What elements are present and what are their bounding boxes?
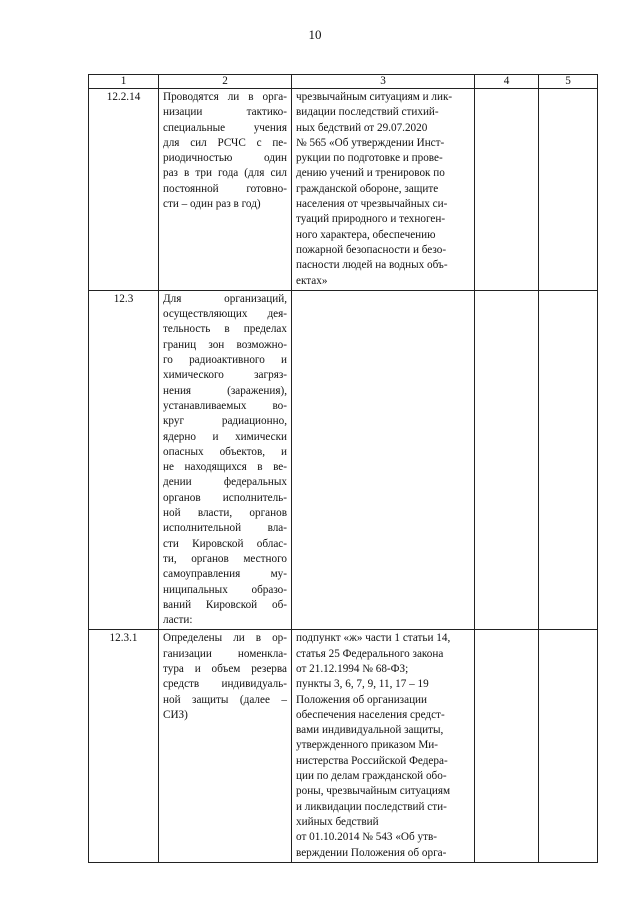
reference-line: населения от чрезвычайных си- [296,198,448,211]
column-header-1: 1 [89,75,159,89]
column-5-cell [539,630,598,862]
item-number: 12.3.1 [89,630,159,862]
reference-line: верждении Положения об орга- [296,846,447,859]
question-line: химического загряз- [163,369,287,382]
column-4-cell [475,89,539,291]
reference-line: роны, чрезвычайным ситуациям [296,785,451,798]
reference-line: видации последствий стихий- [296,106,439,119]
legal-reference [292,290,475,630]
question-line: го радиоактивного и [163,354,287,367]
question-line: ти, органов местного [163,552,287,565]
table-row [89,630,598,862]
question-line: опасных объектов, и [163,445,287,458]
legal-reference [292,630,475,862]
question-line: риодичностью один [163,152,287,165]
item-number: 12.2.14 [89,89,159,291]
legal-reference [292,89,475,291]
question-line: средств индивидуаль- [163,678,287,691]
question-line: постоянной готовно- [163,182,287,195]
table-body [89,89,598,863]
column-header-5: 5 [539,75,598,89]
reference-line: вами индивидуальной защиты, [296,724,444,737]
question-line: низации тактико- [163,106,287,119]
reference-line: подпункт «ж» части 1 статьи 14, [296,632,451,645]
question-line: СИЗ) [163,708,188,721]
question-line: органов исполнитель- [163,491,287,504]
requirement-question [159,630,292,862]
column-5-cell [539,290,598,630]
column-header-2: 2 [159,75,292,89]
reference-line: рукции по подготовке и прове- [296,152,443,165]
question-line: дении федеральных [163,476,287,489]
reference-line: туаций природного и техноген- [296,213,446,226]
column-4-cell [475,630,539,862]
reference-line: пасности людей на водных объ- [296,259,448,272]
question-line: ной власти, органов [163,507,287,520]
reference-line: гражданской обороне, защите [296,182,439,195]
question-line: сти – один раз в год) [163,198,261,211]
question-line: для сил РСЧС с пе- [163,136,287,149]
reference-line: статья 25 Федерального закона [296,647,444,660]
question-line: границ зон возможно- [163,338,287,351]
question-line: раз в три года (для сил [163,167,287,180]
item-number: 12.3 [89,290,159,630]
reference-line: и ликвидации последствий сти- [296,800,447,813]
question-line: тура и объем резерва [163,662,287,675]
requirement-question [159,290,292,630]
question-line: устанавливаемых во- [163,399,287,412]
table-row [89,290,598,630]
question-line: ниципальных образо- [163,583,287,596]
reference-line: Положения об организации [296,693,428,706]
question-line: самоуправления му- [163,568,287,581]
reference-line: ных бедствий от 29.07.2020 [296,121,428,134]
reference-line: ции по делам гражданской обо- [296,770,447,783]
question-line: Для организаций, [163,292,287,305]
reference-line: пожарной безопасности и безо- [296,243,447,256]
requirement-question [159,89,292,291]
question-line: Проводятся ли в орга- [163,91,287,103]
reference-line: № 565 «Об утверждении Инст- [296,136,445,149]
page-number: 10 [308,27,322,42]
reference-line: от 01.10.2014 № 543 «Об утв- [296,831,437,844]
column-header-3: 3 [292,75,475,89]
reference-line: ного характера, обеспечению [296,228,436,241]
reference-line: ектах» [296,274,328,287]
reference-line: от 21.12.1994 № 68-ФЗ; [296,662,409,675]
question-line: ной защиты (далее – [163,693,287,706]
checklist-table [88,74,598,863]
question-line: ваний Кировской об- [163,598,287,611]
question-line: осуществляющих дея- [163,308,287,321]
reference-line: дению учений и тренировок по [296,167,445,180]
reference-line: хийных бедствий [296,815,379,828]
question-line: ганизации номенкла- [163,647,287,660]
column-header-4: 4 [475,75,539,89]
reference-line: пункты 3, 6, 7, 9, 11, 17 – 19 [296,678,429,691]
question-line: Определены ли в ор- [163,632,287,645]
question-line: специальные учения [163,121,287,134]
table-row [89,89,598,291]
column-5-cell [539,89,598,291]
reference-line: утвержденного приказом Ми- [296,739,438,752]
question-line: исполнительной вла- [163,522,287,535]
column-4-cell [475,290,539,630]
reference-line: чрезвычайным ситуациям и лик- [296,91,453,103]
question-line: сти Кировской облас- [163,537,287,550]
question-line: тельность в пределах [163,323,287,336]
question-line: ядерно и химически [163,430,287,443]
question-line: круг радиационно, [163,415,287,428]
reference-line: нистерства Российской Федера- [296,754,448,767]
reference-line: обеспечения населения средст- [296,708,445,721]
question-line: ласти: [163,614,193,627]
table-header-row [89,75,598,89]
question-line: нения (заражения), [163,384,287,397]
question-line: не находящихся в ве- [163,461,287,474]
